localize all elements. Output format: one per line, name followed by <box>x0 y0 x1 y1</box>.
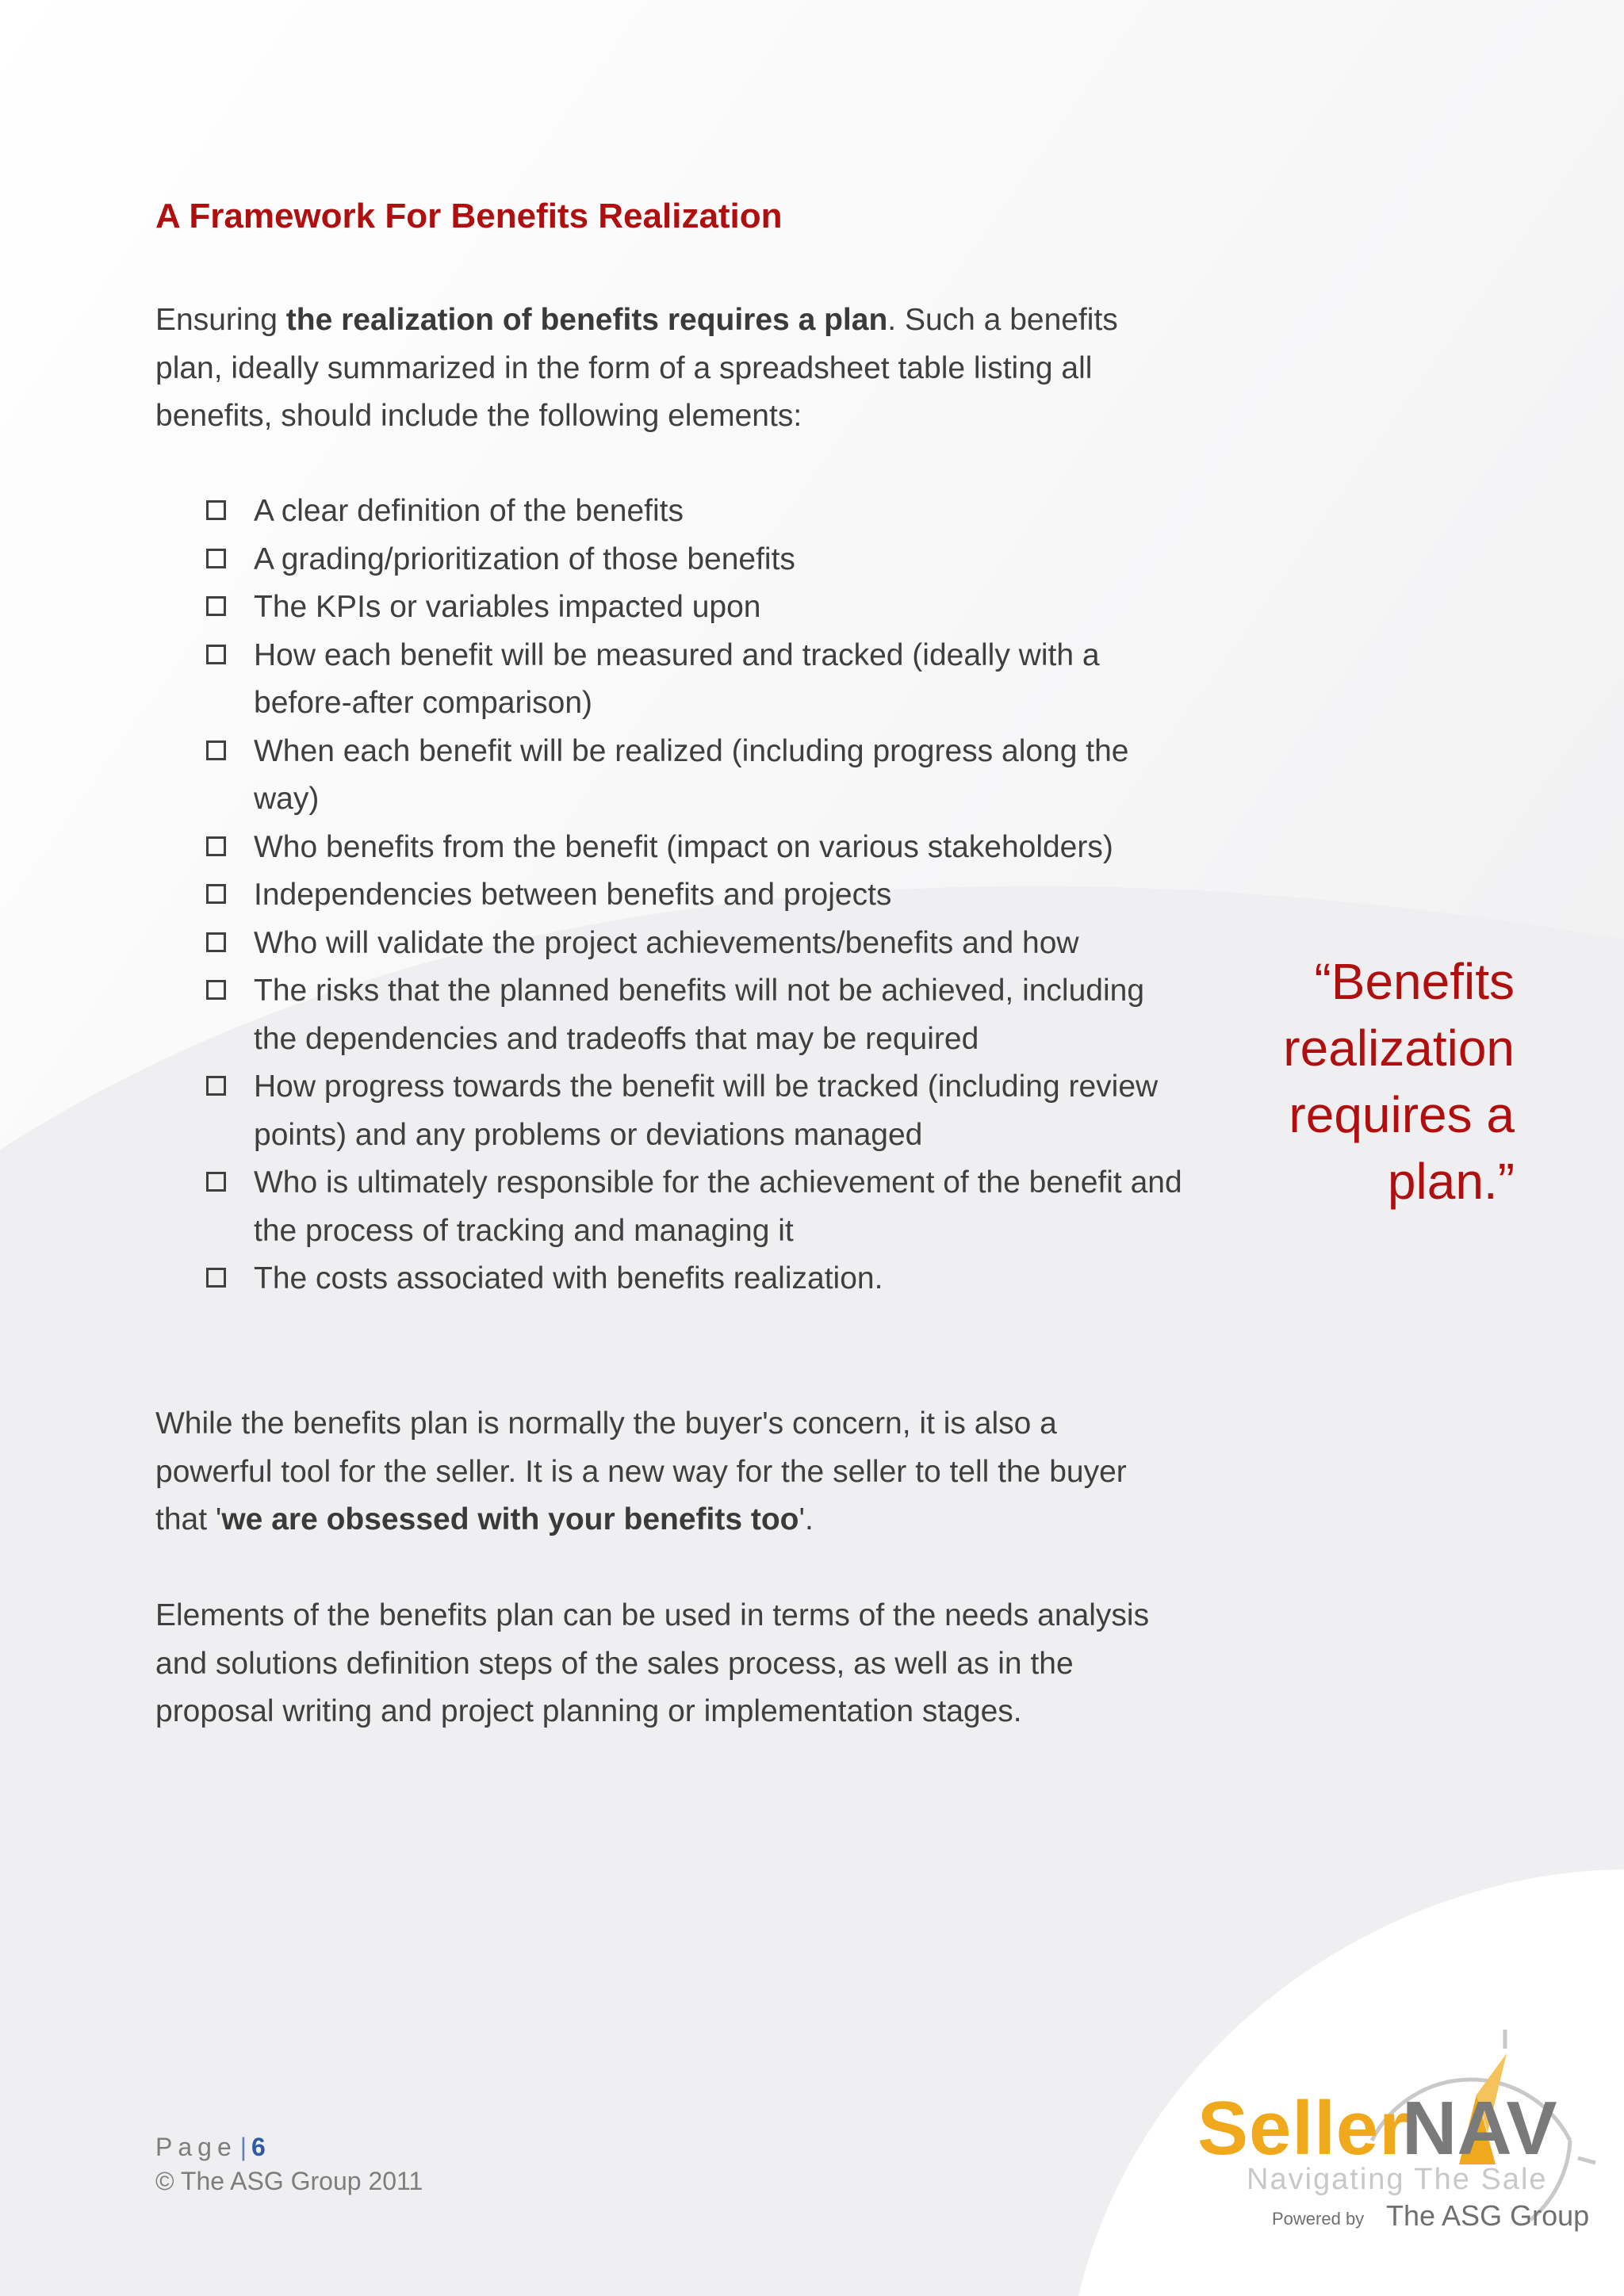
elements-paragraph: Elements of the benefits plan can be used in terms of the needs analysis and solutions definition steps of the sales process, as well as in the proposal writing and project planning or implementation stages. <box>155 1598 1150 1728</box>
checklist-item-text: When each benefit will be realized (including progress along the way) <box>254 733 1129 816</box>
sellernav-logo <box>1189 2022 1602 2244</box>
checklist-item-text: A grading/prioritization of those benefits <box>254 541 795 576</box>
page-footer <box>155 2131 423 2198</box>
checklist-item <box>205 967 1196 1063</box>
seller-paragraph <box>155 1400 1162 1544</box>
seller-text-bold: we are obsessed with your benefits too <box>221 1502 799 1536</box>
logo-powered-by: Powered by <box>1272 2209 1365 2229</box>
intro-text-post: . Such a benefits plan, ideally summarized in the form of a spreadsheet table listing all benefits, should include the following elements: <box>155 303 1118 433</box>
checklist-item <box>205 1255 1196 1303</box>
checklist-item <box>205 1159 1196 1255</box>
logo-seller-text: Seller <box>1197 2086 1410 2171</box>
checklist-item <box>205 824 1196 872</box>
copyright-notice: © The ASG Group 2011 <box>155 2167 423 2195</box>
logo-tagline: Navigating The Sale <box>1247 2163 1548 2196</box>
checklist-item-text: How each benefit will be measured and tracked (ideally with a before-after comparison) <box>254 637 1100 720</box>
intro-text-pre: Ensuring <box>155 303 286 337</box>
logo-company: The ASG Group <box>1386 2199 1590 2232</box>
checkbox-icon[interactable] <box>206 596 226 616</box>
checkbox-icon[interactable] <box>206 549 226 568</box>
checklist-item-text: The KPIs or variables impacted upon <box>254 590 761 624</box>
checkbox-icon[interactable] <box>206 836 226 856</box>
checkbox-icon[interactable] <box>206 740 226 760</box>
checklist-item-text: The costs associated with benefits realization. <box>254 1261 883 1295</box>
intro-paragraph <box>155 297 1162 441</box>
checkbox-icon[interactable] <box>206 932 226 952</box>
seller-text-pre: While the benefits plan is normally the buyer's concern, it is also a powerful tool for the seller. It is a new way for the seller to tell the buyer that ' <box>155 1406 1127 1536</box>
seller-text-post: '. <box>799 1502 814 1536</box>
checkbox-icon[interactable] <box>206 980 226 1000</box>
page-label: Page <box>155 2133 237 2161</box>
checkbox-icon[interactable] <box>206 1268 226 1288</box>
checklist-item-text: Independencies between benefits and projects <box>254 878 892 912</box>
checklist-item <box>205 728 1196 824</box>
checklist-item-text: A clear definition of the benefits <box>254 494 684 528</box>
checklist-item-text: Who is ultimately responsible for the achievement of the benefit and the process of tracking and managing it <box>254 1165 1182 1248</box>
checklist-item <box>205 871 1196 920</box>
checklist-item-text: Who will validate the project achievements/benefits and how <box>254 925 1079 960</box>
page-indicator <box>155 2131 423 2163</box>
checklist-item <box>205 536 1196 584</box>
checklist-item <box>205 632 1196 728</box>
checklist-item <box>205 584 1196 632</box>
checklist-item <box>205 920 1196 968</box>
pull-quote: “Benefits realization requires a plan.” <box>1283 953 1515 1210</box>
checkbox-icon[interactable] <box>206 1172 226 1192</box>
checkbox-icon[interactable] <box>206 645 226 664</box>
checklist <box>205 488 1196 1303</box>
page-title: A Framework For Benefits Realization <box>155 197 783 235</box>
checkbox-icon[interactable] <box>206 500 226 520</box>
checkbox-icon[interactable] <box>206 1076 226 1096</box>
page-number: 6 <box>251 2133 266 2161</box>
intro-text-bold: the realization of benefits requires a plan <box>285 303 888 337</box>
page-separator: | <box>239 2133 247 2161</box>
checklist-item-text: The risks that the planned benefits will not be achieved, including the dependencies and tradeoffs that may be required <box>254 974 1145 1056</box>
checklist-item <box>205 1063 1196 1159</box>
checkbox-icon[interactable] <box>206 884 226 904</box>
checklist-item-text: How progress towards the benefit will be tracked (including review points) and any problems or deviations managed <box>254 1070 1159 1152</box>
logo-nav-text: NAV <box>1402 2086 1557 2171</box>
checklist-item <box>205 488 1196 536</box>
checklist-item-text: Who benefits from the benefit (impact on various stakeholders) <box>254 829 1113 864</box>
